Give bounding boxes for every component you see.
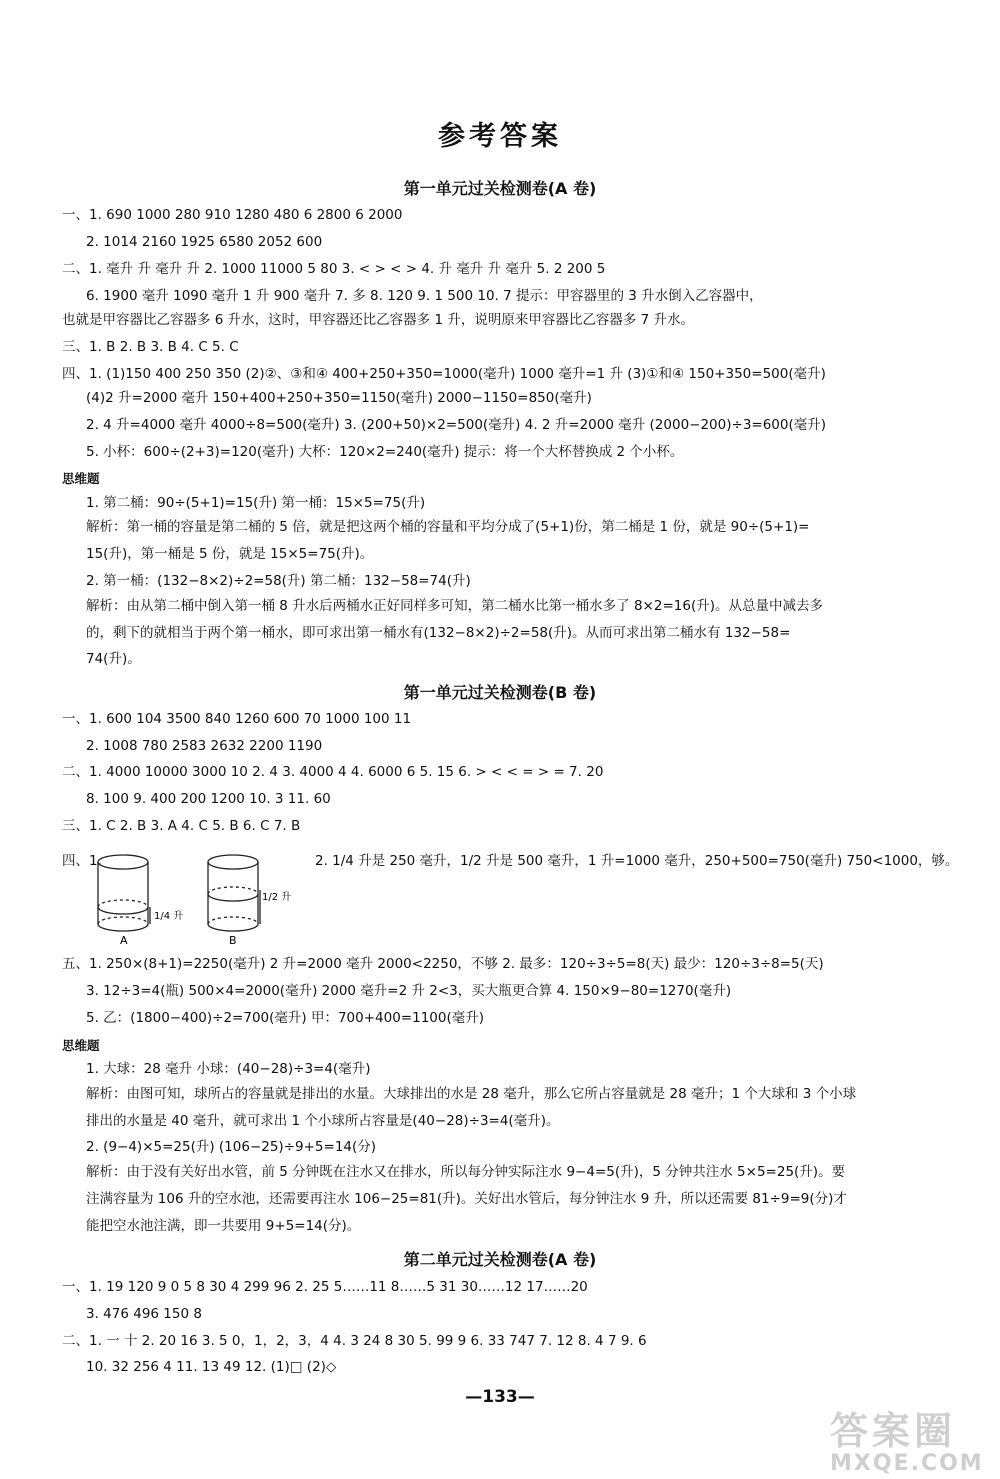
answer-line: 3. 12÷3=4(瓶) 500×4=2000(毫升) 2000 毫升=2 升 2<3，买大瓶更合算 4. 150×9−80=1270(毫升) <box>86 983 732 999</box>
answer-line: 解析：由图可知，球所占的容量就是排出的水量。大球排出的水是 28 毫升，那么它所占容量就是 28 毫升；1 个大球和 3 个小球 <box>86 1086 857 1102</box>
answer-line: 2. 1/4 升是 250 毫升，1/2 升是 500 毫升，1 升=1000 毫升，250+500=750(毫升) 750<1000，够。 <box>315 853 959 869</box>
watermark-logo <box>830 1400 984 1476</box>
answer-line: 2. (9−4)×5=25(升) (106−25)÷9+5=14(分) <box>86 1139 377 1155</box>
answer-line: 五、1. 250×(8+1)=2250(毫升) 2 升=2000 毫升 2000<2250，不够 2. 最多：120÷3÷5=8(天) 最少：120÷3÷8=5(天) <box>62 956 824 972</box>
answer-line: 二、1. 毫升 升 毫升 升 2. 1000 11000 5 80 3. < > < > 4. 升 毫升 升 毫升 5. 2 200 5 <box>62 261 606 277</box>
answer-line: 5. 小杯：600÷(2+3)=120(毫升) 大杯：120×2=240(毫升) 提示：将一个大杯替换成 2 个小杯。 <box>86 444 684 460</box>
answer-line: 能把空水池注满，即一共要用 9+5=14(分)。 <box>86 1218 361 1234</box>
answer-line: 排出的水量是 40 毫升，就可求出 1 个小球所占容量是(40−28)÷3=4(毫升)。 <box>86 1113 560 1129</box>
cup-b-mark: 1/2 升 <box>262 892 292 903</box>
answer-line: 2. 第一桶：(132−8×2)÷2=58(升) 第二桶：132−58=74(升) <box>86 573 471 589</box>
answer-line: 解析：第一桶的容量是第二桶的 5 倍，就是把这两个桶的容量和平均分成了(5+1)份，第二桶是 1 份，就是 90÷(5+1)= <box>86 519 810 535</box>
section-title-unit1-a: 第一单元过关检测卷(A 卷) <box>403 179 597 198</box>
answer-line: 四、1. <box>62 853 102 869</box>
answer-line: 一、1. 690 1000 280 910 1280 480 6 2800 6 2000 <box>62 207 403 223</box>
thinking-heading: 思维题 <box>62 1038 100 1053</box>
cup-a-label: A <box>120 934 128 947</box>
thinking-heading: 思维题 <box>62 471 100 486</box>
answer-line: (4)2 升=2000 毫升 150+400+250+350=1150(毫升) 2000−1150=850(毫升) <box>86 390 592 406</box>
page-number: —133— <box>465 1387 535 1407</box>
answer-line: 也就是甲容器比乙容器多 6 升水，这时，甲容器还比乙容器多 1 升，说明原来甲容器比乙容器多 7 升水。 <box>62 312 695 328</box>
answer-line: 二、1. 一 十 2. 20 16 3. 5 0，1，2，3，4 4. 3 24 8 30 5. 99 9 6. 33 747 7. 12 8. 4 7 9. 6 <box>62 1333 647 1349</box>
answer-line: 解析：由于没有关好出水管，前 5 分钟既在注水又在排水，所以每分钟实际注水 9−4=5(升)，5 分钟共注水 5×5=25(升)。要 <box>86 1164 846 1180</box>
watermark-bottom: MXQE.COM <box>830 1451 984 1476</box>
answer-line: 5. 乙：(1800−400)÷2=700(毫升) 甲：700+400=1100(毫升) <box>86 1010 484 1026</box>
answer-line: 四、1. (1)150 400 250 350 (2)②、③和④ 400+250+350=1000(毫升) 1000 毫升=1 升 (3)①和④ 150+350=500(毫升) <box>62 366 826 382</box>
section-title-unit1-b: 第一单元过关检测卷(B 卷) <box>403 683 597 702</box>
answer-line: 三、1. C 2. B 3. A 4. C 5. B 6. C 7. B <box>62 818 301 834</box>
cylinder-figure <box>96 850 296 950</box>
answer-line: 解析：由从第二桶中倒入第一桶 8 升水后两桶水正好同样多可知，第二桶水比第一桶水多了 8×2=16(升)。从总量中减去多 <box>86 598 823 614</box>
answer-line: 1. 第二桶：90÷(5+1)=15(升) 第一桶：15×5=75(升) <box>86 495 426 511</box>
answer-line: 的，剩下的就相当于两个第一桶水，即可求出第一桶水有(132−8×2)÷2=58(升)。从而可求出第二桶水有 132−58= <box>86 625 791 641</box>
answer-line: 三、1. B 2. B 3. B 4. C 5. C <box>62 339 239 355</box>
answer-line: 3. 476 496 150 8 <box>86 1306 202 1322</box>
answer-line: 8. 100 9. 400 200 1200 10. 3 11. 60 <box>86 791 331 807</box>
section-title-unit2-a: 第二单元过关检测卷(A 卷) <box>403 1250 597 1269</box>
page-title: 参考答案 <box>438 121 562 152</box>
answer-line: 一、1. 600 104 3500 840 1260 600 70 1000 100 11 <box>62 711 412 727</box>
watermark-top: 答案圈 <box>830 1408 957 1453</box>
answer-line: 一、1. 19 120 9 0 5 8 30 4 299 96 2. 25 5……11 8……5 31 30……12 17……20 <box>62 1279 588 1295</box>
answer-line: 二、1. 4000 10000 3000 10 2. 4 3. 4000 4 4. 6000 6 5. 15 6. > < < = > = 7. 20 <box>62 764 604 780</box>
answer-line: 2. 1008 780 2583 2632 2200 1190 <box>86 738 323 754</box>
answer-line: 1. 大球：28 毫升 小球：(40−28)÷3=4(毫升) <box>86 1061 371 1077</box>
answer-line: 74(升)。 <box>86 651 141 667</box>
answer-line: 15(升)，第一桶是 5 份，就是 15×5=75(升)。 <box>86 546 374 562</box>
answer-line: 10. 32 256 4 11. 13 49 12. (1)□ (2)◇ <box>86 1359 337 1375</box>
answer-line: 6. 1900 毫升 1090 毫升 1 升 900 毫升 7. 多 8. 120 9. 1 500 10. 7 提示：甲容器里的 3 升水倒入乙容器中， <box>86 288 763 304</box>
cup-a-mark: 1/4 升 <box>154 911 184 922</box>
answer-line: 2. 1014 2160 1925 6580 2052 600 <box>86 234 323 250</box>
cylinder-b <box>208 855 260 931</box>
answer-line: 注满容量为 106 升的空水池，还需要再注水 106−25=81(升)。关好出水管后，每分钟注水 9 升，所以还需要 81÷9=9(分)才 <box>86 1191 847 1207</box>
answer-line: 2. 4 升=4000 毫升 4000÷8=500(毫升) 3. (200+50)×2=500(毫升) 4. 2 升=2000 毫升 (2000−200)÷3=600(毫升) <box>86 417 827 433</box>
cylinder-a <box>98 855 150 931</box>
cup-b-label: B <box>229 934 237 947</box>
